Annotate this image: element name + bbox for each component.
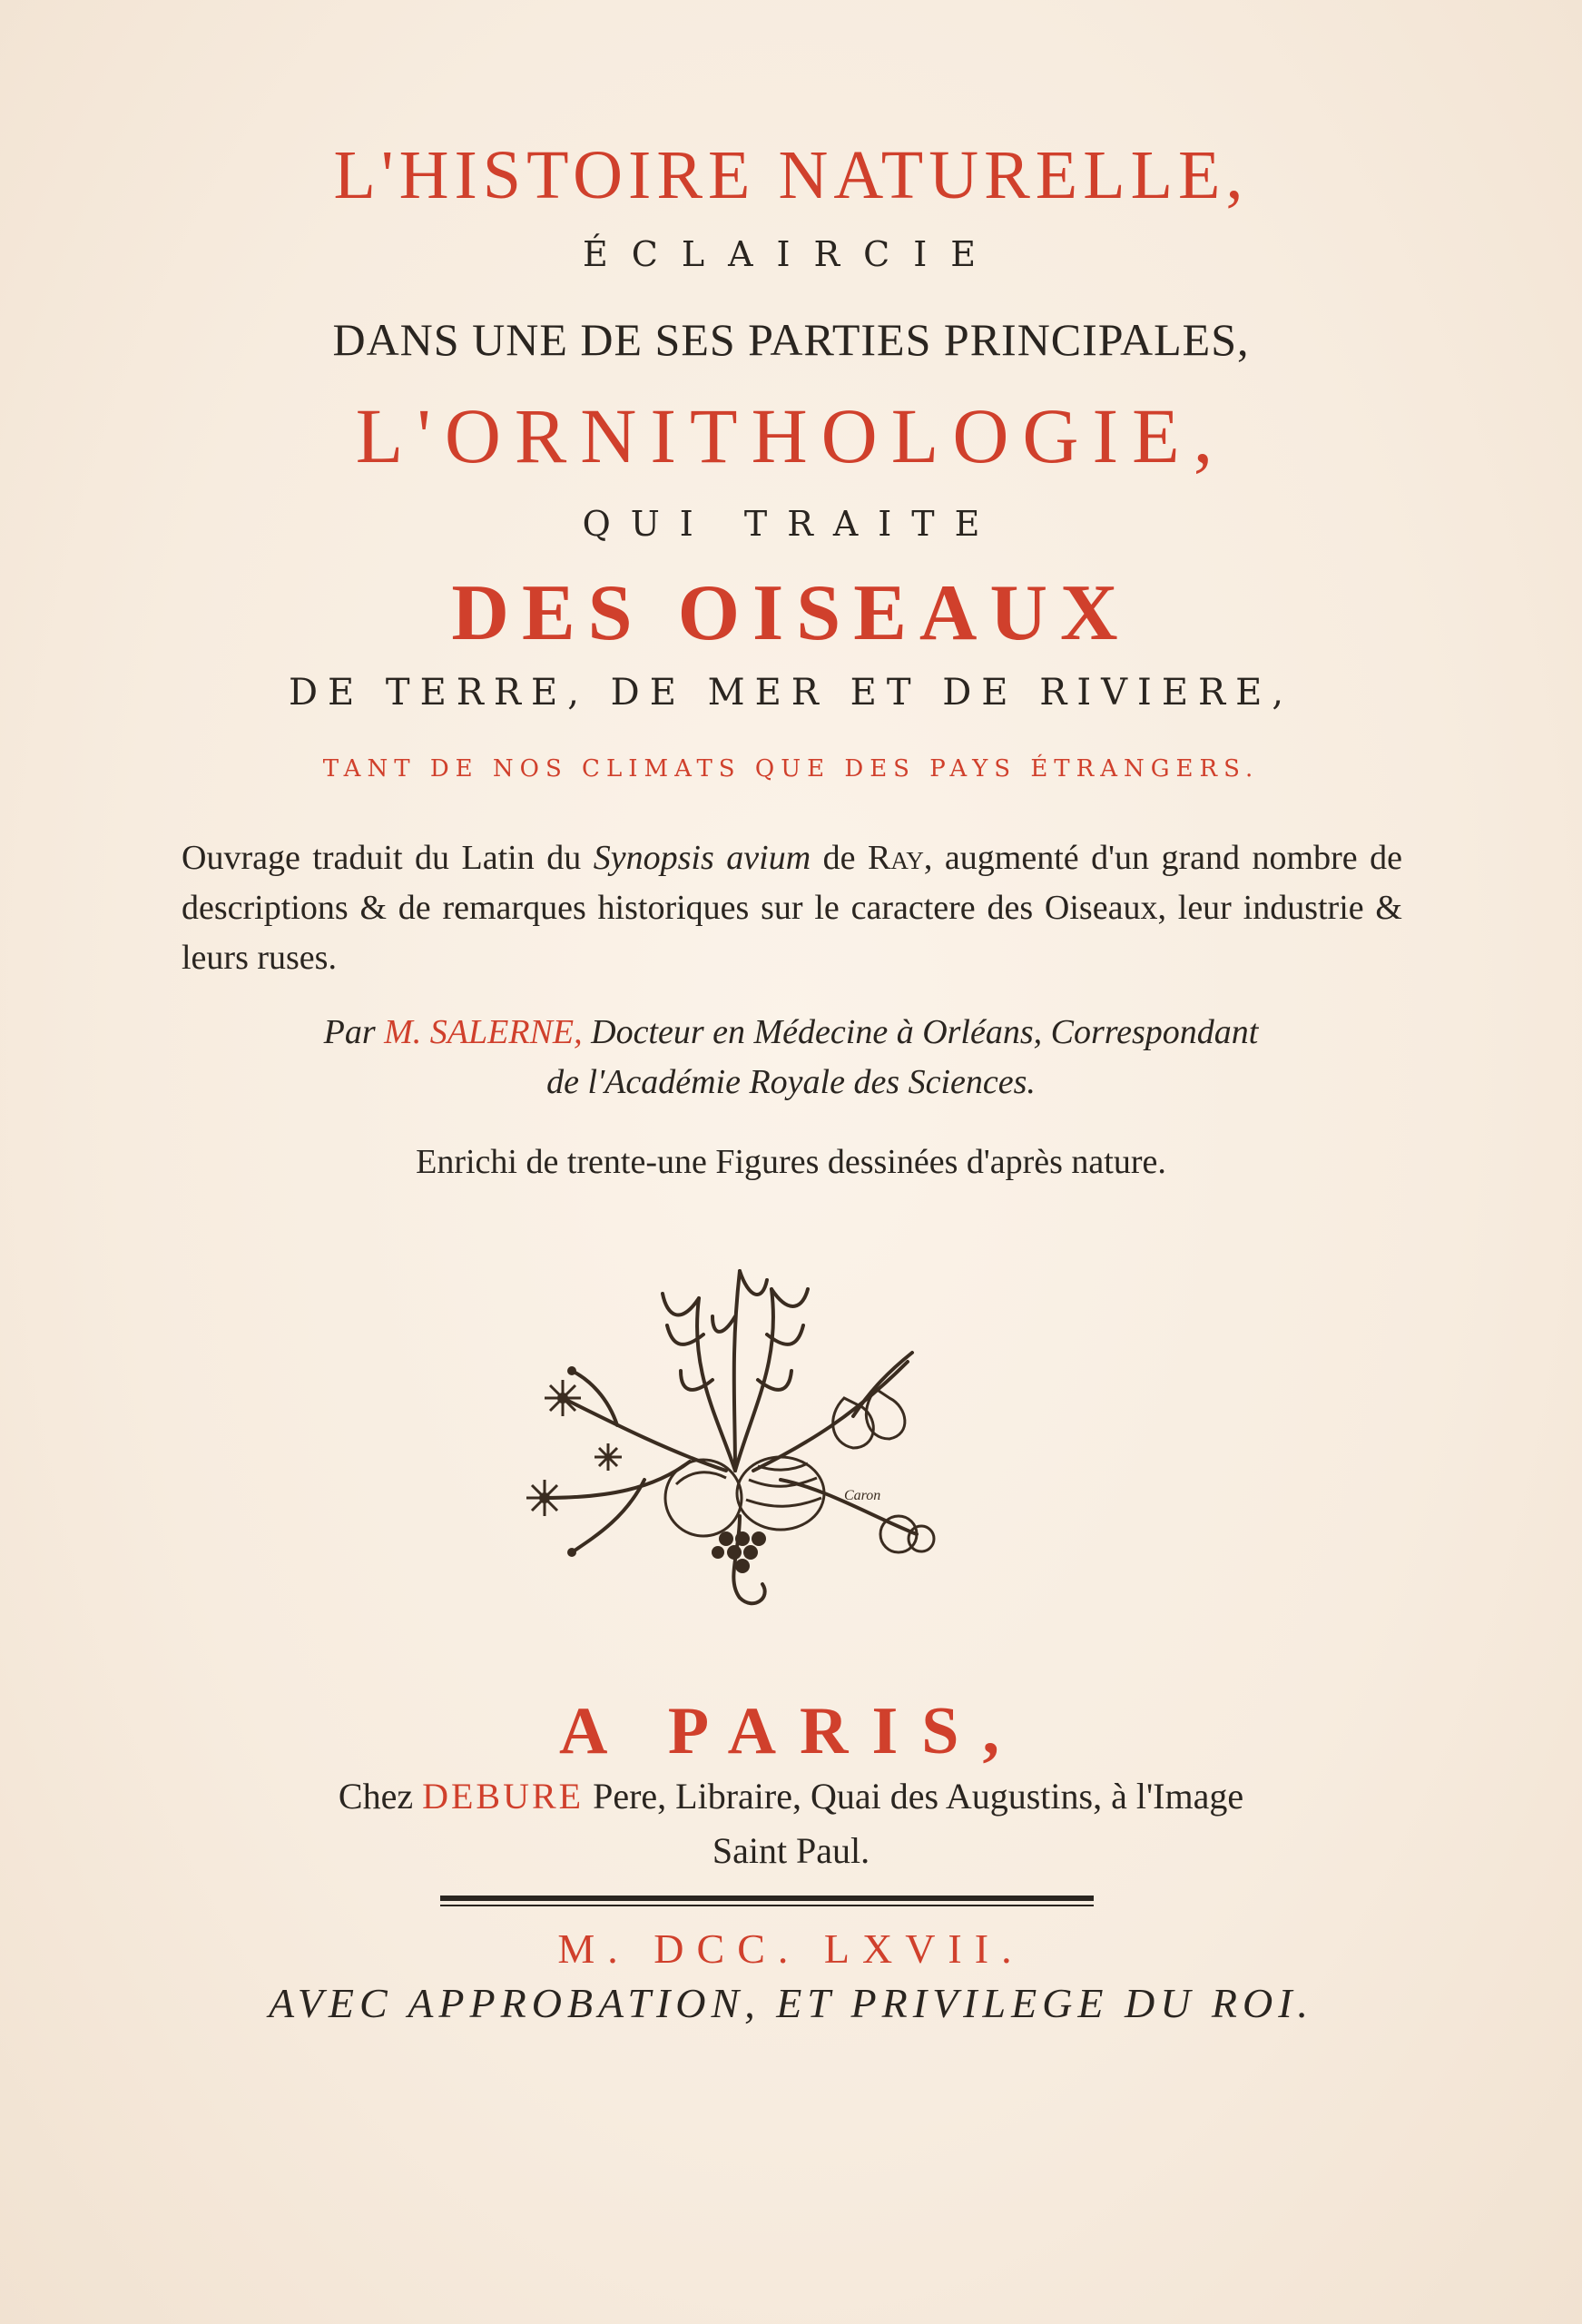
publication-date: M. DCC. LXVII. — [557, 1925, 1025, 1972]
title-line-histoire: L'HISTOIRE NATURELLE, — [333, 137, 1249, 213]
author-line — [0, 1012, 1582, 1052]
royal-privilege: AVEC APPROBATION, ET PRIVILEGE DU ROI. — [268, 1980, 1314, 2026]
imprint-address: Pere, Libraire, Quai des Augustins, à l'Image — [584, 1776, 1244, 1817]
title-line-oiseaux: DES OISEAUX — [451, 569, 1131, 657]
description-text-1: Ouvrage traduit du Latin du — [182, 839, 594, 877]
title-line-climats: TANT DE NOS CLIMATS QUE DES PAYS ÉTRANGERS. — [322, 755, 1260, 783]
description-text-3: , augmenté d'un grand nombre de descriptions & de remarques historiques sur le caractere des Oiseaux, leur industrie & leurs ruses. — [182, 839, 1402, 977]
author-academy-line: de l'Académie Royale des Sciences. — [546, 1063, 1036, 1101]
title-line-ornithologie: L'ORNITHOLOGIE, — [355, 392, 1227, 479]
imprint-chez: Chez — [338, 1776, 423, 1817]
imprint-city: A PARIS, — [559, 1694, 1023, 1768]
imprint-saint-paul: Saint Paul. — [712, 1830, 870, 1871]
imprint-publisher-line — [0, 1775, 1582, 1817]
enriched-line: Enrichi de trente-une Figures dessinées d'après nature. — [416, 1143, 1166, 1181]
description-text-2: de — [811, 839, 869, 877]
author-title: Docteur en Médecine à Orléans, Correspondant — [582, 1013, 1259, 1051]
author-name: M. SALERNE, — [384, 1013, 583, 1051]
title-line-parties: DANS UNE DE SES PARTIES PRINCIPALES, — [332, 314, 1250, 365]
double-rule-divider — [440, 1893, 1094, 1911]
author-par: Par — [323, 1013, 385, 1051]
engraver-signature: Caron — [844, 1488, 881, 1503]
title-line-qui-traite: QUI TRAITE — [582, 504, 1000, 544]
ray-name: Ray — [868, 839, 924, 877]
synopsis-title: Synopsis avium — [593, 839, 811, 877]
floral-fruit-vignette-icon — [508, 1262, 962, 1625]
title-line-terre-mer: DE TERRE, DE MER ET DE RIVIERE, — [288, 672, 1294, 714]
imprint-publisher: DEBURE — [422, 1776, 585, 1817]
description-paragraph — [182, 833, 1402, 983]
title-line-eclaircie: ÉCLAIRCIE — [583, 234, 999, 274]
